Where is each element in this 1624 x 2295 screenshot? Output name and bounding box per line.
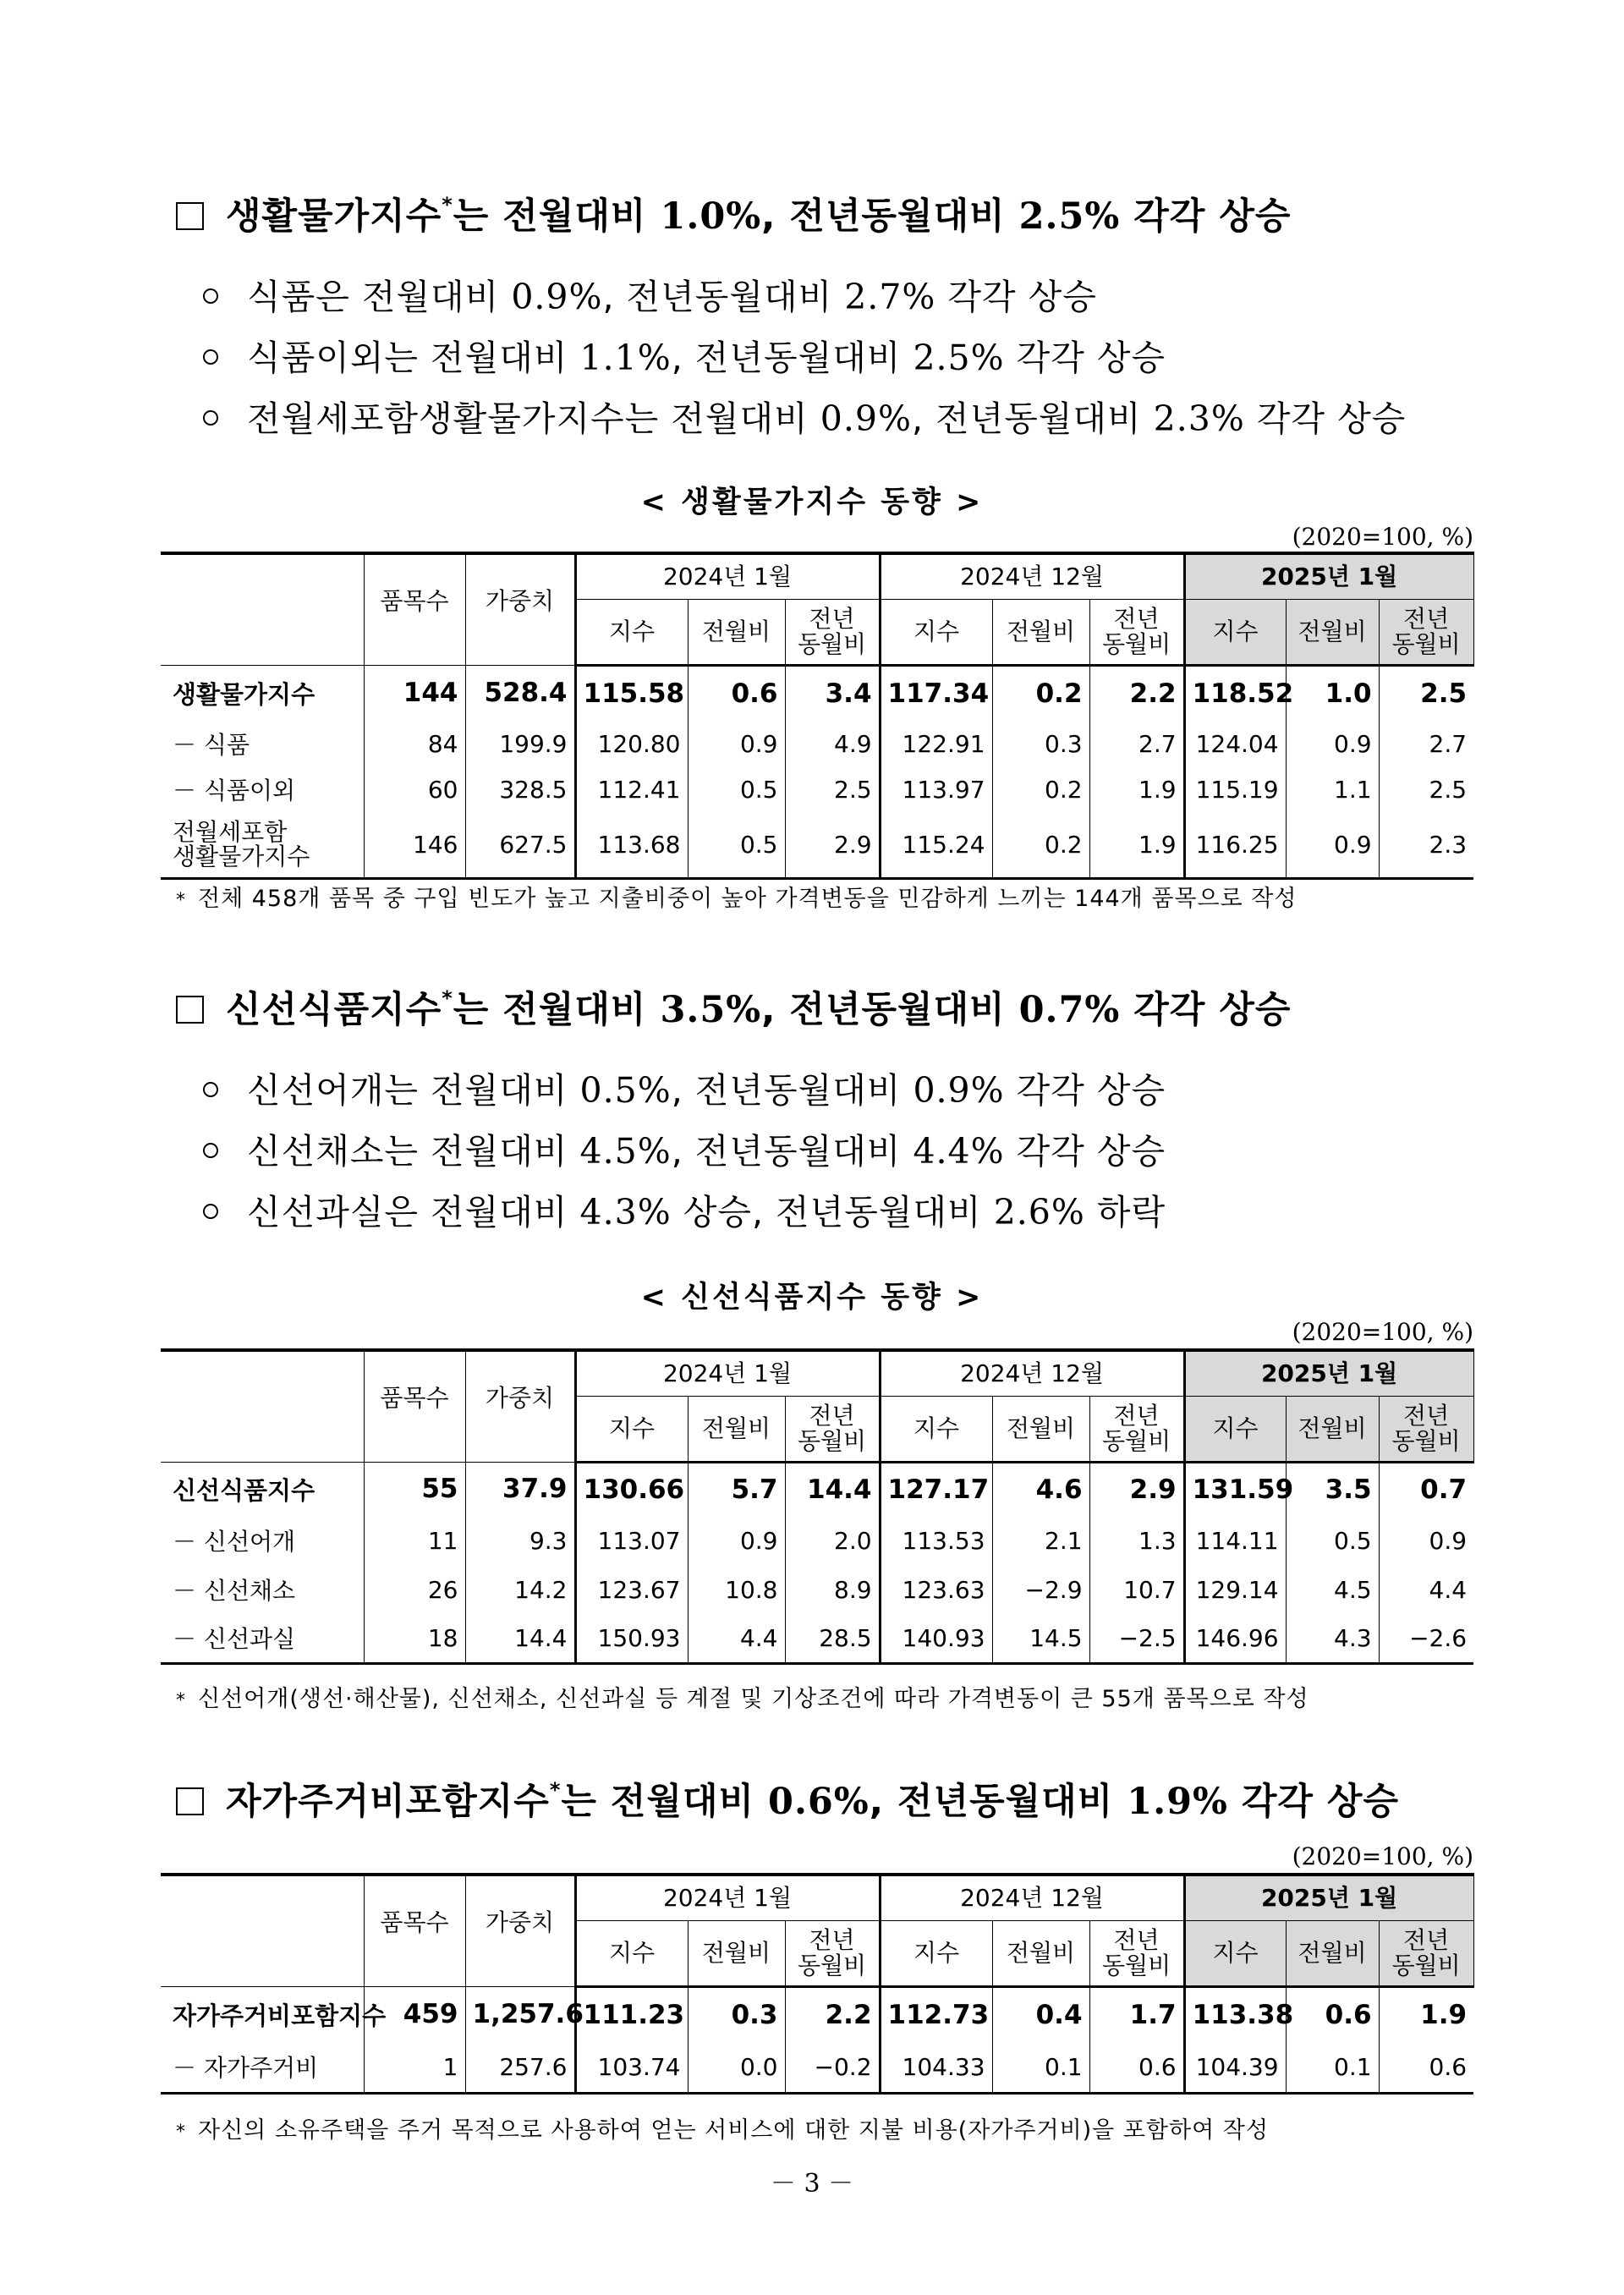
table-cell: 0.9 <box>688 721 785 766</box>
table-row-total <box>161 1986 1473 2042</box>
table-cell: 2.0 <box>785 1516 880 1565</box>
header-index: 지수 <box>1184 1396 1286 1462</box>
table-cell: 2.2 <box>1089 665 1184 721</box>
table-cell: 115.24 <box>880 812 992 878</box>
table-cell: 140.93 <box>880 1614 992 1663</box>
table-cell: 111.23 <box>575 1986 688 2042</box>
table-cell: 124.04 <box>1184 721 1286 766</box>
table-row-total <box>161 665 1473 721</box>
table-cell: 3.4 <box>785 665 880 721</box>
table-cell: 120.80 <box>575 721 688 766</box>
header-yoy: 전년 동월비 <box>1089 1396 1184 1462</box>
table-1-caption: < 생활물가지수 동향 > <box>640 486 984 519</box>
header-yoy: 전년 동월비 <box>1379 1396 1473 1462</box>
table-cell: 0.1 <box>992 2042 1089 2093</box>
table-cell: 0.5 <box>688 766 785 812</box>
table-cell: 122.91 <box>880 721 992 766</box>
table-cell: 104.39 <box>1184 2042 1286 2093</box>
header-period-1: 2024년 1월 <box>575 1875 880 1920</box>
header-index: 지수 <box>1184 1920 1286 1986</box>
table-cell: 114.11 <box>1184 1516 1286 1565</box>
table-cell: 459 <box>364 1986 465 2042</box>
header-index: 지수 <box>880 1396 992 1462</box>
section-1-headline: 생활물가지수*는 전월대비 1.0%, 전년동월대비 2.5% 각각 상승 <box>176 188 1291 239</box>
table-cell: 0.6 <box>1379 2042 1473 2093</box>
table-cell: 0.6 <box>1286 1986 1379 2042</box>
table-cell: 104.33 <box>880 2042 992 2093</box>
table-cell: −2.9 <box>992 1565 1089 1614</box>
header-weight: 가중치 <box>465 1350 575 1462</box>
table-1-unit: (2020=100, %) <box>1292 523 1473 551</box>
table-cell: 113.38 <box>1184 1986 1286 2042</box>
table-cell: 55 <box>364 1462 465 1516</box>
table-cell: 11 <box>364 1516 465 1565</box>
section-3-headline: 자가주거비포함지수*는 전월대비 0.6%, 전년동월대비 1.9% 각각 상승 <box>176 1773 1399 1825</box>
table-cell: 10.7 <box>1089 1565 1184 1614</box>
table-cell: −2.5 <box>1089 1614 1184 1663</box>
table-cell: 112.73 <box>880 1986 992 2042</box>
table-1 <box>161 552 1474 880</box>
table-cell: 4.4 <box>1379 1565 1473 1614</box>
header-period-3: 2025년 1월 <box>1184 553 1473 599</box>
table-cell: 5.7 <box>688 1462 785 1516</box>
table-cell: 14.2 <box>465 1565 575 1614</box>
table-cell: 1.9 <box>1089 766 1184 812</box>
table-cell: 3.5 <box>1286 1462 1379 1516</box>
table-1-footnote: * 전체 458개 품목 중 구입 빈도가 높고 지출비중이 높아 가격변동을 민감하게 느끼는 144개 품목으로 작성 <box>176 886 1298 912</box>
row-label: － 신선어개 <box>173 1528 296 1556</box>
table-cell: 4.5 <box>1286 1565 1379 1614</box>
table-cell: 8.9 <box>785 1565 880 1614</box>
circle-bullet-icon <box>203 1143 218 1158</box>
row-label: 자가주거비포함지수 <box>173 2001 387 2030</box>
header-period-2: 2024년 12월 <box>880 1875 1184 1920</box>
section-1-bullet-1: 식품은 전월대비 0.9%, 전년동월대비 2.7% 각각 상승 <box>203 269 1097 319</box>
row-label: 전월세포함 생활물가지수 <box>161 812 364 878</box>
section-2-headline: 신선식품지수*는 전월대비 3.5%, 전년동월대비 0.7% 각각 상승 <box>176 981 1291 1033</box>
header-mom: 전월비 <box>992 599 1089 665</box>
header-count: 품목수 <box>364 553 465 665</box>
section-1-bullet-3: 전월세포함생활물가지수는 전월대비 0.9%, 전년동월대비 2.3% 각각 상승 <box>203 391 1406 441</box>
table-cell: 199.9 <box>465 721 575 766</box>
section-2-bullet-1: 신선어개는 전월대비 0.5%, 전년동월대비 0.9% 각각 상승 <box>203 1062 1166 1112</box>
table-cell: 0.7 <box>1379 1462 1473 1516</box>
table-row <box>161 812 1473 878</box>
table-cell: 0.4 <box>992 1986 1089 2042</box>
table-cell: 528.4 <box>465 665 575 721</box>
table-row <box>161 2042 1473 2093</box>
table-corner <box>161 1875 364 1986</box>
header-yoy: 전년 동월비 <box>1379 599 1473 665</box>
row-label: － 식품이외 <box>173 777 296 804</box>
header-mom: 전월비 <box>688 599 785 665</box>
table-cell: 2.2 <box>785 1986 880 2042</box>
circle-bullet-icon <box>203 1204 218 1219</box>
section-1-bullet-2: 식품이외는 전월대비 1.1%, 전년동월대비 2.5% 각각 상승 <box>203 330 1166 380</box>
header-mom: 전월비 <box>1286 1920 1379 1986</box>
header-yoy: 전년 동월비 <box>785 599 880 665</box>
section-2-bullet-3: 신선과실은 전월대비 4.3% 상승, 전년동월대비 2.6% 하락 <box>203 1184 1166 1234</box>
row-label: － 식품 <box>173 731 250 759</box>
table-cell: 1,257.6 <box>465 1986 575 2042</box>
table-cell: 0.9 <box>1286 812 1379 878</box>
header-count: 품목수 <box>364 1350 465 1462</box>
table-cell: 123.67 <box>575 1565 688 1614</box>
table-cell: 627.5 <box>465 812 575 878</box>
section-2-bullet-2: 신선채소는 전월대비 4.5%, 전년동월대비 4.4% 각각 상승 <box>203 1123 1166 1173</box>
header-index: 지수 <box>575 1396 688 1462</box>
table-cell: 4.4 <box>688 1614 785 1663</box>
header-yoy: 전년 동월비 <box>785 1396 880 1462</box>
table-cell: 0.9 <box>688 1516 785 1565</box>
table-row <box>161 766 1473 812</box>
table-cell: 328.5 <box>465 766 575 812</box>
table-2-footnote: * 신선어개(생선·해산물), 신선채소, 신선과실 등 계절 및 기상조건에 따라 가격변동이 큰 55개 품목으로 작성 <box>176 1686 1309 1712</box>
table-cell: 14.4 <box>465 1614 575 1663</box>
table-cell: 26 <box>364 1565 465 1614</box>
table-cell: 113.07 <box>575 1516 688 1565</box>
table-cell: 0.1 <box>1286 2042 1379 2093</box>
table-cell: 2.5 <box>1379 665 1473 721</box>
circle-bullet-icon <box>203 1082 218 1097</box>
header-mom: 전월비 <box>992 1920 1089 1986</box>
table-cell: 146.96 <box>1184 1614 1286 1663</box>
header-period-1: 2024년 1월 <box>575 1350 880 1396</box>
header-yoy: 전년 동월비 <box>785 1920 880 1986</box>
table-cell: 123.63 <box>880 1565 992 1614</box>
table-cell: 84 <box>364 721 465 766</box>
table-cell: 1.1 <box>1286 766 1379 812</box>
table-row <box>161 1516 1473 1565</box>
table-cell: 14.5 <box>992 1614 1089 1663</box>
table-2-unit: (2020=100, %) <box>1292 1318 1473 1346</box>
table-cell: 112.41 <box>575 766 688 812</box>
header-period-2: 2024년 12월 <box>880 1350 1184 1396</box>
table-cell: 0.3 <box>992 721 1089 766</box>
table-cell: 2.5 <box>785 766 880 812</box>
table-cell: 1.7 <box>1089 1986 1184 2042</box>
table-cell: 10.8 <box>688 1565 785 1614</box>
table-cell: 0.6 <box>1089 2042 1184 2093</box>
table-row <box>161 1614 1473 1663</box>
header-period-2: 2024년 12월 <box>880 553 1184 599</box>
table-cell: 4.6 <box>992 1462 1089 1516</box>
table-cell: 2.5 <box>1379 766 1473 812</box>
table-cell: 118.52 <box>1184 665 1286 721</box>
header-index: 지수 <box>575 1920 688 1986</box>
header-mom: 전월비 <box>688 1920 785 1986</box>
header-mom: 전월비 <box>992 1396 1089 1462</box>
header-period-3: 2025년 1월 <box>1184 1350 1473 1396</box>
row-label: 생활물가지수 <box>173 679 315 709</box>
table-3 <box>161 1873 1474 2095</box>
table-cell: 60 <box>364 766 465 812</box>
header-weight: 가중치 <box>465 553 575 665</box>
header-period-1: 2024년 1월 <box>575 553 880 599</box>
table-cell: 113.68 <box>575 812 688 878</box>
header-yoy: 전년 동월비 <box>1089 1920 1184 1986</box>
table-cell: 0.9 <box>1379 1516 1473 1565</box>
table-3-footnote: * 자신의 소유주택을 주거 목적으로 사용하여 얻는 서비스에 대한 지불 비용(자가주거비)을 포함하여 작성 <box>176 2117 1269 2144</box>
table-cell: 0.0 <box>688 2042 785 2093</box>
header-count: 품목수 <box>364 1875 465 1986</box>
table-cell: 115.19 <box>1184 766 1286 812</box>
table-cell: 0.9 <box>1286 721 1379 766</box>
row-label: － 신선과실 <box>161 1614 364 1663</box>
checkbox-square-icon <box>176 1787 204 1815</box>
table-cell: 2.9 <box>785 812 880 878</box>
table-cell: 28.5 <box>785 1614 880 1663</box>
table-3-unit: (2020=100, %) <box>1292 1842 1473 1870</box>
table-cell: −0.2 <box>785 2042 880 2093</box>
checkbox-square-icon <box>176 202 204 230</box>
header-index: 지수 <box>1184 599 1286 665</box>
header-mom: 전월비 <box>1286 1396 1379 1462</box>
header-index: 지수 <box>575 599 688 665</box>
table-cell: 130.66 <box>575 1462 688 1516</box>
table-row <box>161 1565 1473 1614</box>
row-label: 신선식품지수 <box>173 1475 315 1505</box>
header-period-3: 2025년 1월 <box>1184 1875 1473 1920</box>
row-label: － 신선채소 <box>173 1577 296 1605</box>
table-cell: 115.58 <box>575 665 688 721</box>
table-cell: 150.93 <box>575 1614 688 1663</box>
table-cell: 0.5 <box>688 812 785 878</box>
table-2 <box>161 1348 1474 1665</box>
header-index: 지수 <box>880 599 992 665</box>
table-cell: 127.17 <box>880 1462 992 1516</box>
checkbox-square-icon <box>176 996 204 1024</box>
circle-bullet-icon <box>203 410 218 426</box>
table-row <box>161 721 1473 766</box>
table-cell: 0.6 <box>688 665 785 721</box>
table-cell: 2.7 <box>1089 721 1184 766</box>
table-cell: 0.3 <box>688 1986 785 2042</box>
table-cell: 1.3 <box>1089 1516 1184 1565</box>
table-cell: 257.6 <box>465 2042 575 2093</box>
table-cell: 9.3 <box>465 1516 575 1565</box>
header-mom: 전월비 <box>688 1396 785 1462</box>
table-cell: 113.53 <box>880 1516 992 1565</box>
header-index: 지수 <box>880 1920 992 1986</box>
table-cell: 1.9 <box>1089 812 1184 878</box>
header-yoy: 전년 동월비 <box>1379 1920 1473 1986</box>
table-cell: 1.9 <box>1379 1986 1473 2042</box>
table-cell: 144 <box>364 665 465 721</box>
page-number: － 3 － <box>770 2169 854 2199</box>
table-cell: 117.34 <box>880 665 992 721</box>
table-cell: 103.74 <box>575 2042 688 2093</box>
table-cell: 129.14 <box>1184 1565 1286 1614</box>
table-cell: 0.2 <box>992 812 1089 878</box>
table-cell: 37.9 <box>465 1462 575 1516</box>
table-cell: 2.7 <box>1379 721 1473 766</box>
table-cell: 1.0 <box>1286 665 1379 721</box>
table-2-caption: < 신선식품지수 동향 > <box>640 1281 984 1315</box>
table-cell: 0.2 <box>992 665 1089 721</box>
table-row-total <box>161 1462 1473 1516</box>
table-cell: 131.59 <box>1184 1462 1286 1516</box>
table-cell: 2.9 <box>1089 1462 1184 1516</box>
header-mom: 전월비 <box>1286 599 1379 665</box>
table-cell: 18 <box>364 1614 465 1663</box>
table-cell: 0.5 <box>1286 1516 1379 1565</box>
table-corner <box>161 553 364 665</box>
table-corner <box>161 1350 364 1462</box>
table-cell: 4.9 <box>785 721 880 766</box>
table-cell: 4.3 <box>1286 1614 1379 1663</box>
header-yoy: 전년 동월비 <box>1089 599 1184 665</box>
table-cell: 116.25 <box>1184 812 1286 878</box>
table-cell: 14.4 <box>785 1462 880 1516</box>
table-cell: 113.97 <box>880 766 992 812</box>
table-cell: 2.1 <box>992 1516 1089 1565</box>
table-cell: 0.2 <box>992 766 1089 812</box>
table-cell: −2.6 <box>1379 1614 1473 1663</box>
table-cell: 146 <box>364 812 465 878</box>
row-label: － 자가주거비 <box>161 2042 364 2093</box>
circle-bullet-icon <box>203 349 218 365</box>
circle-bullet-icon <box>203 288 218 304</box>
table-cell: 1 <box>364 2042 465 2093</box>
header-weight: 가중치 <box>465 1875 575 1986</box>
table-cell: 2.3 <box>1379 812 1473 878</box>
